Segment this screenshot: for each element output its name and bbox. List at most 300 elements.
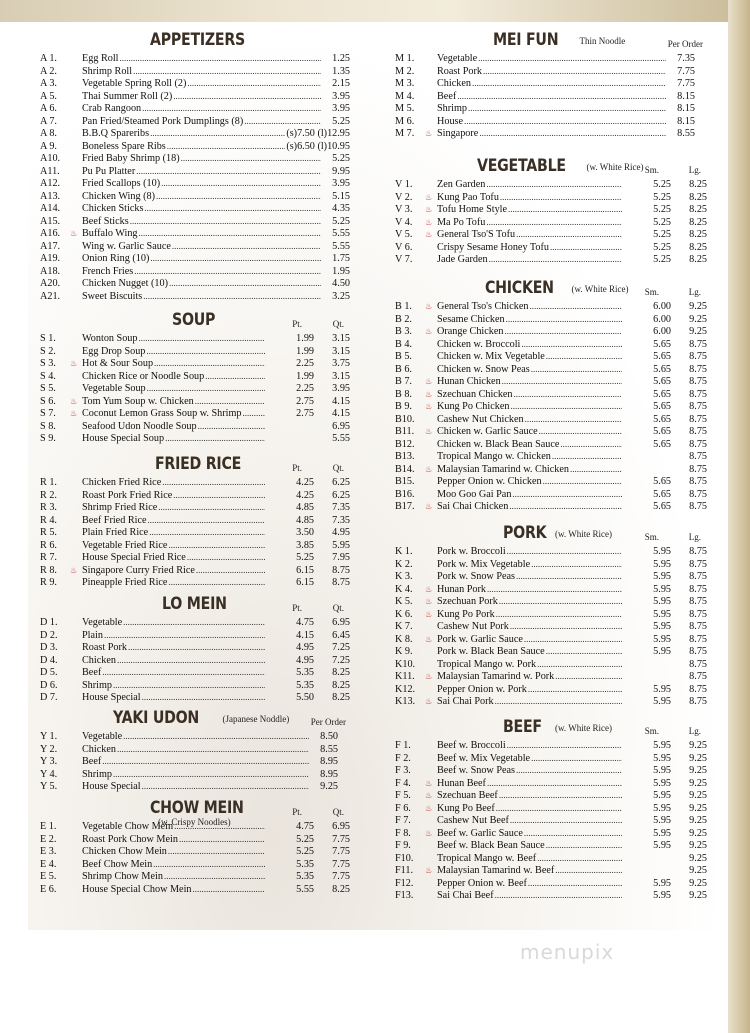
item-code: S 5. xyxy=(40,383,56,394)
item-price: 8.95 xyxy=(320,768,338,780)
item-name: Sesame Chicken xyxy=(437,313,505,325)
dot-leader xyxy=(144,202,321,215)
item-code: Y 2. xyxy=(40,743,58,755)
section-title: APPETIZERS xyxy=(150,30,245,49)
item-code: F 7. xyxy=(395,815,411,826)
dot-leader xyxy=(113,679,265,692)
item-name: Chicken xyxy=(437,78,471,89)
hot-spicy-icon: ♨ xyxy=(425,192,433,202)
menu-item xyxy=(40,65,350,78)
item-code: E 3. xyxy=(40,846,57,857)
dot-leader xyxy=(509,500,622,513)
item-code: B 5. xyxy=(395,351,412,362)
price-small: 5.65 xyxy=(653,388,671,400)
menu-item xyxy=(40,780,350,793)
menu-item xyxy=(40,883,350,896)
menu-item xyxy=(395,570,707,583)
scan-edge-top xyxy=(0,0,750,22)
item-price: 3.95 xyxy=(332,178,350,189)
menu-item xyxy=(40,666,350,679)
item-code: A19. xyxy=(40,253,61,264)
item-name: Malaysian Tamarind w. Chicken xyxy=(437,463,569,475)
section-note: (w. White Rice) xyxy=(555,529,612,539)
item-name: Beef xyxy=(437,90,457,102)
dot-leader xyxy=(510,814,622,827)
dot-leader xyxy=(244,115,321,128)
item-code: E 1. xyxy=(40,821,57,832)
item-code: M 1. xyxy=(395,53,415,64)
item-code: A 3. xyxy=(40,78,57,89)
item-name: Beef Sticks xyxy=(82,215,129,227)
dot-leader xyxy=(464,115,666,128)
item-code: S 7. xyxy=(40,408,56,419)
item-name: Shrimp xyxy=(82,679,113,691)
item-name: Plain Fried Rice xyxy=(82,527,149,538)
price-small: 5.95 xyxy=(653,890,671,901)
price-small: 5.65 xyxy=(653,338,671,350)
item-code: M 2. xyxy=(395,65,415,77)
price-large: 6.25 xyxy=(332,489,350,501)
item-name: Chicken Wing (8) xyxy=(82,190,155,202)
item-name: House Special xyxy=(82,781,141,792)
menu-item xyxy=(40,290,350,303)
menu-item xyxy=(40,514,350,527)
hot-spicy-icon: ♨ xyxy=(425,634,433,644)
price-large: 8.75 xyxy=(689,363,707,375)
item-price: 2.15 xyxy=(332,78,350,89)
item-price: 3.95 xyxy=(332,103,350,114)
menu-item xyxy=(40,52,350,65)
price-small: 5.35 xyxy=(296,858,314,870)
price-large: 9.25 xyxy=(689,840,707,851)
price-large: 7.25 xyxy=(332,654,350,666)
menu-item xyxy=(395,802,707,815)
price-small: 5.65 xyxy=(653,376,671,387)
item-name: Sai Chai Pork xyxy=(437,696,494,707)
item-name: Szechuan Chicken xyxy=(437,388,513,400)
dot-leader xyxy=(529,300,622,313)
menu-item-list xyxy=(40,730,350,793)
hot-spicy-icon: ♨ xyxy=(425,803,433,813)
item-code: A 2. xyxy=(40,65,57,77)
hot-spicy-icon: ♨ xyxy=(425,697,433,706)
item-name: Beef xyxy=(82,756,102,767)
dot-leader xyxy=(507,739,622,752)
dot-leader xyxy=(472,77,666,90)
item-price: 3.95 xyxy=(332,90,350,102)
hot-spicy-icon: ♨ xyxy=(425,402,433,411)
price-small: 5.25 xyxy=(653,241,671,253)
price-large: 9.25 xyxy=(689,301,707,312)
item-code: S 1. xyxy=(40,333,56,344)
price-small: 5.65 xyxy=(653,501,671,512)
section-header xyxy=(395,156,707,178)
menu-item xyxy=(395,789,707,802)
dot-leader xyxy=(179,833,265,846)
item-name: House Special Fried Rice xyxy=(82,552,186,563)
menu-item xyxy=(40,432,350,445)
section-header xyxy=(40,708,350,730)
dot-leader xyxy=(174,820,265,833)
dot-leader xyxy=(136,165,321,178)
item-code: S 8. xyxy=(40,420,56,432)
item-code: K 7. xyxy=(395,621,413,632)
dot-leader xyxy=(117,743,309,756)
menu-item xyxy=(395,77,707,90)
item-name: Chicken w. Snow Peas xyxy=(437,363,530,375)
price-large: 8.25 xyxy=(689,241,707,253)
hot-spicy-icon: ♨ xyxy=(425,302,433,311)
section-note: Thin Noodle xyxy=(579,36,626,46)
section-note: (w. Crispy Noodles) xyxy=(158,817,231,827)
dot-leader xyxy=(123,730,309,743)
item-code: Y 5. xyxy=(40,781,58,792)
menu-item xyxy=(40,564,350,577)
price-large: 8.25 xyxy=(689,254,707,265)
menu-item xyxy=(395,203,707,216)
dot-leader xyxy=(486,178,622,191)
dot-leader xyxy=(139,227,321,240)
menu-item xyxy=(395,839,707,852)
item-code: D 6. xyxy=(40,679,58,691)
item-code: B12. xyxy=(395,438,415,450)
price-large: 8.75 xyxy=(332,577,350,588)
dot-leader xyxy=(531,752,622,765)
item-name: Hunan Pork xyxy=(437,583,486,595)
item-code: B17. xyxy=(395,501,415,512)
dot-leader xyxy=(142,780,309,793)
item-name: B.B.Q Spareribs xyxy=(82,128,150,139)
dot-leader xyxy=(153,858,265,871)
dot-leader xyxy=(172,240,321,253)
price-small: 4.85 xyxy=(296,502,314,513)
dot-leader xyxy=(158,501,265,514)
section-note: (w. White Rice) xyxy=(571,284,629,294)
price-large: 6.95 xyxy=(332,821,350,832)
item-code: B 2. xyxy=(395,313,412,325)
hot-spicy-icon: ♨ xyxy=(425,502,433,511)
price-large: 7.75 xyxy=(332,858,350,870)
item-name: Ma Po Tofu xyxy=(437,216,486,228)
item-price: 1.95 xyxy=(332,265,350,277)
item-name: Sai Chai Beef xyxy=(437,890,494,901)
menu-item xyxy=(395,777,707,790)
item-name: Plain xyxy=(82,629,103,641)
menu-item xyxy=(40,755,350,768)
price-small: 2.75 xyxy=(296,395,314,407)
hot-spicy-icon: ♨ xyxy=(425,791,433,800)
item-name: Beef w. Garlic Sauce xyxy=(437,827,523,839)
dot-leader xyxy=(483,65,666,78)
price-small: 5.95 xyxy=(653,683,671,695)
dot-leader xyxy=(546,839,622,852)
price-large: 9.25 xyxy=(689,815,707,826)
section-soup xyxy=(40,310,350,445)
menu-item xyxy=(40,90,350,103)
column-header-large: Qt. xyxy=(332,319,344,329)
column-header-small: Pt. xyxy=(292,603,302,613)
price-large: 7.35 xyxy=(332,514,350,526)
hot-spicy-icon: ♨ xyxy=(425,205,433,214)
item-name: Vegetable xyxy=(437,53,478,64)
item-code: A11. xyxy=(40,165,60,177)
item-name: Chicken w. Broccoli xyxy=(437,338,521,350)
price-large: 8.25 xyxy=(332,692,350,703)
dot-leader xyxy=(168,539,265,552)
menu-item xyxy=(395,438,707,451)
item-code: D 4. xyxy=(40,654,58,666)
menu-item xyxy=(395,463,707,476)
item-code: K 1. xyxy=(395,546,413,557)
item-name: Pork w. Black Bean Sauce xyxy=(437,646,545,657)
dot-leader xyxy=(187,77,321,90)
item-name: Chicken Sticks xyxy=(82,203,144,214)
item-price: 5.15 xyxy=(332,190,350,202)
item-name: Wonton Soup xyxy=(82,333,138,344)
dot-leader xyxy=(148,514,266,527)
dot-leader xyxy=(524,633,622,646)
item-code: B 8. xyxy=(395,388,412,400)
menu-item xyxy=(395,228,707,241)
column-header-small: Sm. xyxy=(644,165,659,175)
item-code: F 2. xyxy=(395,752,411,764)
item-name: Chicken w. Garlic Sauce xyxy=(437,426,538,437)
dot-leader xyxy=(154,357,265,370)
item-name: Vegetable xyxy=(82,617,123,628)
menu-item xyxy=(40,501,350,514)
price-large: 3.15 xyxy=(332,370,350,382)
price-large: 8.75 xyxy=(689,463,707,475)
price-small: 5.95 xyxy=(653,765,671,776)
item-code: K 5. xyxy=(395,596,413,607)
item-name: Singapore xyxy=(437,128,479,139)
item-price: 5.25 xyxy=(332,215,350,227)
item-code: V 7. xyxy=(395,254,413,265)
item-name: House Special Soup xyxy=(82,433,165,444)
menu-item xyxy=(40,833,350,846)
item-name: Beef w. Broccoli xyxy=(437,740,506,751)
scan-edge-right xyxy=(728,0,750,1033)
item-price: 1.75 xyxy=(332,253,350,264)
item-name: Kung Po Chicken xyxy=(437,401,510,412)
dot-leader xyxy=(512,488,622,501)
dot-leader xyxy=(468,102,666,115)
price-small: 5.65 xyxy=(653,488,671,500)
item-code: E 5. xyxy=(40,871,57,882)
price-small: 5.95 xyxy=(653,740,671,751)
section-title: CHOW MEIN xyxy=(150,798,244,817)
menu-item xyxy=(40,641,350,654)
item-name: Cashew Nut Beef xyxy=(437,815,509,826)
menu-item xyxy=(40,152,350,165)
dot-leader xyxy=(510,620,622,633)
item-code: S 4. xyxy=(40,370,56,382)
price-small: 4.15 xyxy=(296,629,314,641)
menu-item-list xyxy=(395,300,707,513)
menu-item xyxy=(395,400,707,413)
item-price: (s)7.50 (l)12.95 xyxy=(286,128,350,139)
hot-spicy-icon: ♨ xyxy=(425,377,433,386)
price-large: 9.25 xyxy=(689,752,707,764)
item-price: 8.15 xyxy=(677,90,695,102)
item-name: Pineapple Fried Rice xyxy=(82,577,168,588)
price-large: 8.75 xyxy=(689,501,707,512)
menu-item-list xyxy=(395,52,707,140)
menu-item xyxy=(40,240,350,253)
item-code: R 4. xyxy=(40,514,57,526)
section-chicken xyxy=(395,278,707,513)
section-title: BEEF xyxy=(503,717,542,736)
dot-leader xyxy=(478,52,666,65)
dot-leader xyxy=(205,370,265,383)
price-small: 5.95 xyxy=(653,877,671,889)
item-code: F10. xyxy=(395,852,414,864)
dot-leader xyxy=(506,313,622,326)
menu-item xyxy=(40,140,350,153)
menu-item xyxy=(40,616,350,629)
dot-leader xyxy=(499,789,622,802)
price-small: 5.65 xyxy=(653,363,671,375)
item-name: Seafood Udon Noodle Soup xyxy=(82,420,197,432)
dot-leader xyxy=(508,203,622,216)
item-name: Onion Ring (10) xyxy=(82,253,150,264)
hot-spicy-icon: ♨ xyxy=(425,464,433,474)
dot-leader xyxy=(173,90,321,103)
price-small: 5.65 xyxy=(653,426,671,437)
price-large: 8.75 xyxy=(689,696,707,707)
section-title: VEGETABLE xyxy=(477,156,566,175)
item-code: B14. xyxy=(395,463,415,475)
item-name: Sai Chai Chicken xyxy=(437,501,509,512)
menu-item xyxy=(40,679,350,692)
price-large: 8.75 xyxy=(689,583,707,595)
item-code: M 6. xyxy=(395,115,415,127)
item-price: 8.15 xyxy=(677,115,695,127)
dot-leader xyxy=(198,420,265,433)
item-name: Kung Po Beef xyxy=(437,802,495,814)
dot-leader xyxy=(550,241,622,254)
menu-item xyxy=(40,743,350,756)
price-small: 5.95 xyxy=(653,633,671,645)
item-name: Hunan Chicken xyxy=(437,376,501,387)
price-small: 5.25 xyxy=(653,254,671,265)
item-name: Boneless Spare Ribs xyxy=(82,140,166,152)
menu-item xyxy=(395,450,707,463)
item-code: F11. xyxy=(395,865,414,876)
price-small: 4.75 xyxy=(296,821,314,832)
price-large: 9.25 xyxy=(689,802,707,814)
dot-leader xyxy=(193,883,265,896)
dot-leader xyxy=(457,90,666,103)
item-name: Chicken xyxy=(82,654,116,666)
price-large: 8.75 xyxy=(689,401,707,412)
item-name: Tom Yum Soup w. Chicken xyxy=(82,395,194,407)
menu-item xyxy=(395,889,707,902)
price-large: 6.45 xyxy=(332,629,350,641)
price-small: 5.95 xyxy=(653,583,671,595)
item-code: E 2. xyxy=(40,833,57,845)
price-large: 8.75 xyxy=(689,633,707,645)
item-price: 5.55 xyxy=(332,228,350,239)
dot-leader xyxy=(528,877,622,890)
item-price: 9.95 xyxy=(332,165,350,177)
item-name: Malaysian Tamarind w. Beef xyxy=(437,865,555,876)
dot-leader xyxy=(537,658,622,671)
dot-leader xyxy=(531,363,622,376)
item-code: D 7. xyxy=(40,692,58,703)
item-name: Chicken xyxy=(82,743,116,755)
dot-leader xyxy=(552,450,622,463)
price-large: 9.25 xyxy=(689,765,707,776)
item-name: Hunan Beef xyxy=(437,777,486,789)
menu-item xyxy=(395,65,707,78)
item-name: Tofu Home Style xyxy=(437,204,508,215)
price-small: 5.95 xyxy=(653,802,671,814)
price-large: 9.25 xyxy=(689,827,707,839)
item-name: Kung Po Pork xyxy=(437,608,495,620)
hot-spicy-icon: ♨ xyxy=(70,359,78,368)
price-small: 3.85 xyxy=(296,539,314,551)
item-name: Shrimp Roll xyxy=(82,65,133,77)
dot-leader xyxy=(507,545,622,558)
item-name: Roast Pork xyxy=(82,642,127,653)
item-code: K 2. xyxy=(395,558,413,570)
item-name: Beef Fried Rice xyxy=(82,514,147,526)
item-price: 7.75 xyxy=(677,78,695,89)
menu-item xyxy=(395,241,707,254)
item-price: 8.50 xyxy=(320,731,338,742)
section-header xyxy=(40,310,350,332)
price-small: 5.55 xyxy=(296,883,314,895)
menu-item xyxy=(40,77,350,90)
menu-item xyxy=(395,620,707,633)
hot-spicy-icon: ♨ xyxy=(425,217,433,227)
item-name: Beef Chow Mein xyxy=(82,858,153,870)
price-small: 1.99 xyxy=(296,345,314,357)
price-small: 4.85 xyxy=(296,514,314,526)
dot-leader xyxy=(546,350,622,363)
price-small: 4.95 xyxy=(296,654,314,666)
menu-item xyxy=(40,265,350,278)
price-small: 6.15 xyxy=(296,577,314,588)
column-header-per-order: Per Order xyxy=(667,39,703,49)
menu-item xyxy=(40,177,350,190)
price-large: 9.25 xyxy=(689,852,707,864)
price-large: 8.75 xyxy=(689,621,707,632)
item-code: Y 3. xyxy=(40,756,58,767)
item-name: Thai Summer Roll (2) xyxy=(82,90,173,102)
column-header-small: Pt. xyxy=(292,807,302,817)
dot-leader xyxy=(156,190,321,203)
dot-leader xyxy=(521,338,622,351)
price-large: 8.25 xyxy=(332,679,350,691)
dot-leader xyxy=(162,476,265,489)
dot-leader xyxy=(102,666,265,679)
item-name: Pepper Onion w. Beef xyxy=(437,877,527,889)
item-name: Kung Pao Tofu xyxy=(437,191,499,203)
dot-leader xyxy=(150,252,321,265)
column-header-small: Sm. xyxy=(644,287,659,297)
price-large: 3.95 xyxy=(332,383,350,394)
menu-item xyxy=(40,730,350,743)
item-name: Egg Roll xyxy=(82,53,119,64)
price-small: 4.25 xyxy=(296,489,314,501)
item-code: A 1. xyxy=(40,53,57,64)
price-large: 9.25 xyxy=(689,865,707,876)
price-small: 5.25 xyxy=(653,179,671,190)
item-name: House xyxy=(437,115,464,127)
item-code: M 7. xyxy=(395,128,415,139)
